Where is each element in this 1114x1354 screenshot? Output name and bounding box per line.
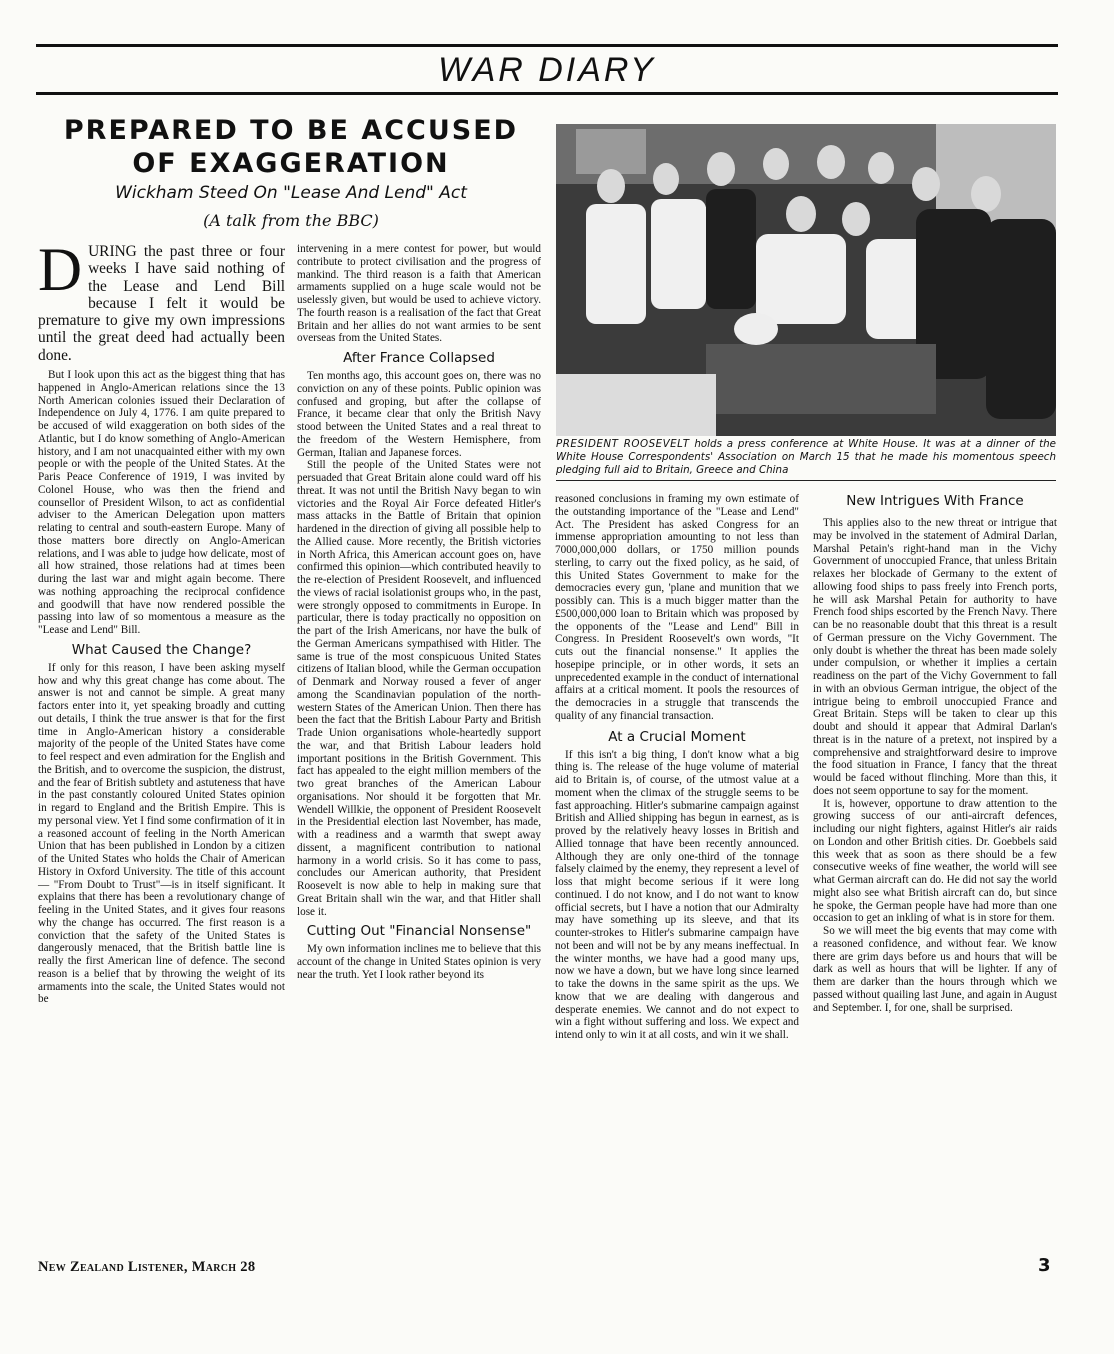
paragraph: So we will meet the big events that may come with a reasoned confidence, and without fear. We know there are grim days before us and hours that will be dark as well as hours that will be lighter. If any of them are darker than the hours through which we passed without quailing last June, and again in August and September. I, for one, shall be surprised. [813,925,1057,1014]
footer-publication: New Zealand Listener, March 28 [38,1259,256,1275]
article-headline [36,114,546,180]
press-conference-photo [556,124,1056,436]
paragraph: Still the people of the United States were not persuaded that Great Britain alone could ward off his threat. It was not until the British Navy began to win victories and the Royal Air Force defeated Hitler's mass attacks in the Battle of Britain that opinion hardened in the direction of giving all possible help to the Allied cause. More recently, the British victories in North Africa, this American account goes on, have confirmed this opinion—which contributed heavily to the re-election of President Roosevelt, and influenced the views of racial isolationist groups who, in the past, were strongly opposed to commitments in Europe. In particular, there is today practically no opposition on the part of the Irish Americans, nor have the bulk of the German Americans sympathised with Hitler. The same is true of the most conspicuous United States citizens of Italian blood, while the German occupation of Denmark and Norway roused a fever of anger among the Scandinavian population of the north-western States of the American Union. Then there has been the fact that the British Labour Party and British Trade Union organisations whole-heartedly support the war, and that British Labour leaders hold important positions in the British Government. This fact has appealed to the eight million members of the two great branches of the American Labour organisations. Nor should it be forgotten that Mr. Wendell Willkie, the opponent of President Roosevelt in the Presidential election last November, has made, with a readiness and a warmth that swept away dissent, a magnificent contribution to national harmony in a world crisis. So it has come to pass, concludes our American authority, that President Roosevelt is now able to help in making sure that Great Britain shall win the war, and that Hitler shall lose it. [297,459,541,918]
paragraph: intervening in a mere contest for power, but would contribute to protect civilisation and the progress of mankind. The third reason is a faith that American armaments supplied on a huge scale would not be uselessly given, but would be used to achieve victory. The fourth reason is a realisation of the fact that Great Britain and her allies do not want armies to be sent overseas from the United States. [297,243,541,345]
article-column-4 [813,493,1057,1014]
paragraph: My own information inclines me to believe that this account of the change in United States opinion is very near the truth. Yet I look rather beyond its [297,943,541,981]
paragraph: reasoned conclusions in framing my own estimate of the outstanding importance of the "Lease and Lend" Act. The President has asked Congress for an immense appropriation amounting to not less than 7000,000,000 dollars, or 1750 million pounds sterling, to carry out the fixed policy, as he said, of this United States Government to make for the democracies every gun, 'plane and munition that we possibly can. This is a much bigger matter than the £500,000,000 loan to Britain which was proposed by the opponents of the "Lease and Lend" Bill in Congress. In President Roosevelt's own words, "It cuts out the financial nonsense." It applies the hosepipe principle, or in other words, it sets an unprecedented example in the conduct of international affairs at a critical moment. It pools the resources of the democracies in a struggle that transcends the quality of any financial transaction. [555,493,799,722]
section-title: WAR DIARY [438,51,656,89]
lead-paragraph [38,237,285,364]
photo-caption [556,438,1056,477]
subheading-france: After France Collapsed [343,350,495,366]
caption-text: holds a press conference at White House. It was at a dinner of the White House Correspondents' Association on March 15 that he made his momentous speech pledging full aid to Britain, Greece and China [556,438,1056,476]
subheading-crucial: At a Crucial Moment [608,728,746,745]
article-column-3 [555,493,799,1042]
paragraph: If only for this reason, I have been asking myself how and why this great change has come about. The answer is not and cannot be simple. A great many factors enter into it, yet speaking broadly and cutting out details, I think the true answer is that for the first time in Anglo-American history a considerable majority of the people of the United States have come to feel respect and even admiration for the English and the British, and to overcome the suspicion, the distrust, and the fear of British subtlety and astuteness that have in the past constantly coloured United States opinion in regard to England and the British Empire. This is my personal view. Yet I find some confirmation of it in a reasoned account of feeling in the North American Union that has been published in London by a citizen of the United States who holds the Chair of American History in Oxford University. The title of this account— "From Doubt to Trust"—is in itself significant. It explains that there has been a revolutionary change of feeling in the United States, and it gives four reasons why the change has occurred. The first reason is a conviction that the safety of the United States is dangerously menaced, that the British battle line is really the first American line of defence. The second reason is a belief that by throwing the weight of its armaments into the scale, the United States would not be [38,661,285,1006]
subheading-nonsense: Cutting Out "Financial Nonsense" [306,923,532,940]
top-rule [36,44,1058,47]
paragraph: This applies also to the new threat or intrigue that may be involved in the statement of Admiral Darlan, Marshal Petain's right-hand man in the Vichy Government of unoccupied France, that unless Britain relaxes her blockade of Germany to the extent of allowing food ships to pass freely into French ports, he will ask Marshal Petain for authority to have French food ships escorted by the French Navy. There can be no reasonable doubt that this threat is a result of German pressure on the Vichy Government. The only doubt is whether the threat has been made solely under compulsion, or whether it implies a certain readiness on the part of the Vichy Government to fall in with an obvious German intrigue, the object of the intrigue being to embroil unoccupied France and Great Britain. Steps will be taken to clear up this doubt and should it appear that Admiral Darlan's threat is in the nature of a pretext, not inspired by a comprehensive and straightforward desire to improve the food situation in France, I fancy that the threat would be faced without flinching. More than this, it does not seem opportune to say for the moment. [813,517,1057,797]
paragraph: But I look upon this act as the biggest thing that has happened in Anglo-American relations since the 13 North American colonies issued their Declaration of Independence on July 4, 1776. I am quite prepared to be accused of wild exaggeration on both sides of the Atlantic, but I do know something of Anglo-American history, and I am not unacquainted either with my own people or with the people of the United States. At the Paris Peace Conference of 1919, I was invited by Colonel House, who was then the friend and counsellor of President Wilson, to act as confidential adviser to the American Delegation upon matters relating to central and south-eastern Europe. Many of those matters bore directly on Anglo-American relations, and I was able to judge how delicate, most of all how strained, those relations had at times been during the last war and might again become. There was nothing approaching the reciprocal confidence and goodwill that have now rendered possible the passing into law of so momentous a measure as the "Lease and Lend" Bill. [38,369,285,637]
article-byline: Wickham Steed On "Lease And Lend" Act [115,183,467,203]
header-rule [36,92,1058,95]
lead-text: URING the past three or four weeks I have said nothing of the Lease and Lend Bill because I felt it would be premature to give my own impressions until the great deed had actually been done. [38,243,285,364]
subheading-intrigues: New Intrigues With France [846,493,1024,509]
article-source: (A talk from the BBC) [203,211,379,230]
page-number: 3 [1038,1255,1051,1276]
article-column-2 [297,243,541,982]
drop-cap: D [38,237,83,304]
headline-line-1: PREPARED TO BE ACCUSED [63,115,519,146]
headline-line-2: OF EXAGGERATION [132,148,450,179]
caption-rule [556,480,1056,481]
paragraph: It is, however, opportune to draw attention to the growing success of our anti-aircraft defences, including our night fighters, against Hitler's air raids on London and other British cities. Dr. Goebbels said this week that as soon as there should be a few consecutive weeks of fine weather, the world will see what German aircraft can do. He did not say the world might also see what British aircraft can do, but since he spoke, the German people have had more than one occasion to get an inkling of what is in store for them. [813,797,1057,925]
caption-lead: PRESIDENT ROOSEVELT [556,438,690,450]
photo-illustration [556,124,1056,436]
article-column-1 [38,237,285,1006]
paragraph: If this isn't a big thing, I don't know what a big thing is. The release of the huge volume of material aid to Britain is, of course, of the utmost value at a moment when the climax of the struggle seems to be fast approaching. Hitler's submarine campaign against British and Allied shipping has begun in earnest, as is proved by the relatively heavy losses in British and Allied tonnage that have been recently announced. Although they are only one-third of the tonnage falsely claimed by the enemy, they represent a level of loss that might become serious if it were long continued. I do not know, and I do not want to know official secrets, but I have a notion that our Admiralty may have something up its sleeve, and that its counter-strokes to Hitler's submarine campaign have not been and will not be by any means ineffectual. In the winter months, we have had a good many ups, now we have a down, but we have long since learned to take the downs in the same spirit as the ups. We know that we are dealing with dangerous and desperate enemies. We cannot and do not expect to win a fight without suffering and loss. We expect and intend only to win it at all costs, and win it we shall. [555,748,799,1041]
subheading-change: What Caused the Change? [71,641,252,658]
paragraph: Ten months ago, this account goes on, there was no conviction on any of these points. Public opinion was confused and groping, but after the collapse of France, it became clear that only the British Navy stood between the United States and a real threat to the freedom of the Western Hemisphere, from German, Italian and Japanese forces. [297,370,541,459]
